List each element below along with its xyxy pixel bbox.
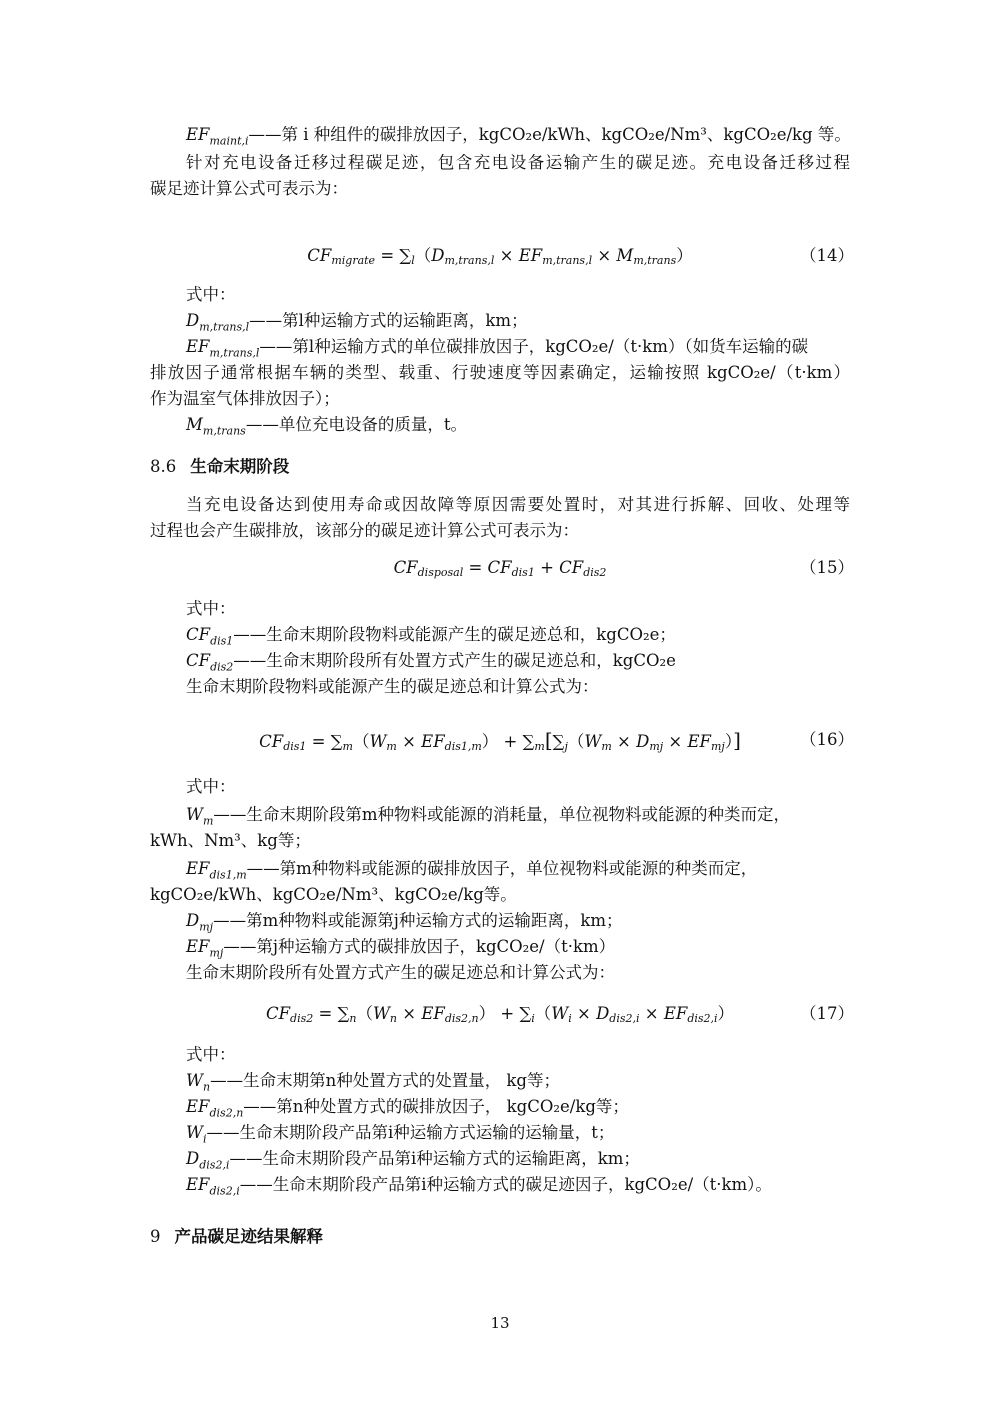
definition-w-n: $W_n——$生命末期第n种处置方式的处置量， kg等；: [186, 1071, 560, 1094]
equation-number: （17）: [800, 1004, 854, 1023]
equation-number: （15）: [800, 558, 854, 577]
equation-14: [150, 244, 854, 268]
section-heading-8-6: 8.6 生命末期阶段: [150, 457, 290, 476]
definition-cf-dis1: $CF_{dis1}——$生命末期阶段物料或能源产生的碳足迹总和，kgCO₂e；: [186, 625, 676, 648]
where-label: 式中：: [186, 599, 236, 618]
paragraph-line: 排放因子通常根据车辆的类型、载重、行驶速度等因素确定，运输按照 kgCO₂e/（t·km）: [150, 363, 850, 382]
page-number: 13: [490, 1314, 510, 1332]
paragraph-line: 针对充电设备迁移过程碳足迹，包含充电设备运输产生的碳足迹。充电设备迁移过程: [186, 153, 850, 172]
definition-w-m: $W_m——$生命末期阶段第m种物料或能源的消耗量，单位视物料或能源的种类而定，: [186, 805, 791, 828]
equation-number: （14）: [800, 246, 854, 265]
paragraph-line: 生命末期阶段物料或能源产生的碳足迹总和计算公式为：: [186, 677, 599, 696]
definition-ef-m-trans: $EF_{m,trans,l}——$第l种运输方式的单位碳排放因子，kgCO₂e/（t·km）（如货车运输的碳: [186, 337, 809, 360]
equation-14-body: $CF_{migrate} = \sum_l(D_{m,trans,l} \times EF_{m,trans,l} \times M_{m,trans})$: [307, 246, 693, 267]
definition-w-i: $W_i——$生命末期阶段产品第i种运输方式运输的运输量，t；: [186, 1123, 615, 1146]
equation-17-body: $CF_{dis2} = \sum_n(W_n \times EF_{dis2,n}) + \sum_i(W_i \times D_{dis2,i} \times EF_{dis2,i})$: [265, 1004, 735, 1025]
paragraph-line: kgCO₂e/kWh、kgCO₂e/Nm³、kgCO₂e/kg等。: [150, 885, 517, 904]
definition-ef-maint: $EF_{maint,i}——$第 i 种组件的碳排放因子，kgCO₂e/kWh、kgCO₂e/Nm³、kgCO₂e/kg 等。: [186, 125, 851, 148]
definition-ef-mj: $EF_{mj}——$第j种运输方式的碳排放因子，kgCO₂e/（t·km）: [186, 937, 616, 960]
paragraph-line: 作为温室气体排放因子）；: [150, 389, 340, 408]
where-label: 式中：: [186, 1045, 236, 1064]
equation-17: [150, 1002, 854, 1026]
where-label: 式中：: [186, 285, 236, 304]
equation-number: （16）: [800, 730, 854, 749]
where-label: 式中：: [186, 777, 236, 796]
equation-16: [150, 728, 854, 754]
definition-d-dis2-i: $D_{dis2,i}——$生命末期阶段产品第i种运输方式的运输距离，km；: [186, 1149, 640, 1172]
definition-ef-dis2-i: $EF_{dis2,i}——$生命末期阶段产品第i种运输方式的碳足迹因子，kgCO₂e/（t·km）。: [186, 1175, 772, 1198]
definition-ef-dis1-m: $EF_{dis1,m}——$第m种物料或能源的碳排放因子，单位视物料或能源的种类而定，: [186, 859, 758, 882]
paragraph-line: kWh、Nm³、kg等；: [150, 831, 311, 850]
definition-ef-dis2-n: $EF_{dis2,n}——$第n种处置方式的碳排放因子， kgCO₂e/kg等；: [186, 1097, 629, 1120]
equation-15: [150, 556, 854, 580]
equation-15-body: $CF_{disposal} = CF_{dis1} + CF_{dis2}$: [393, 558, 607, 579]
definition-d-mj: $D_{mj}——$第m种物料或能源第j种运输方式的运输距离，km；: [186, 911, 623, 934]
equation-16-body: $CF_{dis1} = \sum_m(W_m \times EF_{dis1,m}) + \sum_m[\sum_j(W_m \times D_{mj} \times EF_{mj})]$: [259, 728, 741, 753]
paragraph-line: 生命末期阶段所有处置方式产生的碳足迹总和计算公式为：: [186, 963, 615, 982]
definition-cf-dis2: $CF_{dis2}——$生命末期阶段所有处置方式产生的碳足迹总和，kgCO₂e: [186, 651, 676, 674]
paragraph-line: 过程也会产生碳排放，该部分的碳足迹计算公式可表示为：: [150, 521, 579, 540]
paragraph-line: 碳足迹计算公式可表示为：: [150, 179, 348, 198]
paragraph-line: 当充电设备达到使用寿命或因故障等原因需要处置时，对其进行拆解、回收、处理等: [186, 495, 850, 514]
section-heading-9: 9 产品碳足迹结果解释: [150, 1227, 323, 1246]
definition-d-m-trans: $D_{m,trans,l}——$第l种运输方式的运输距离，km；: [186, 311, 528, 334]
definition-m-m-trans: $M_{m,trans}——$单位充电设备的质量，t。: [186, 415, 467, 438]
